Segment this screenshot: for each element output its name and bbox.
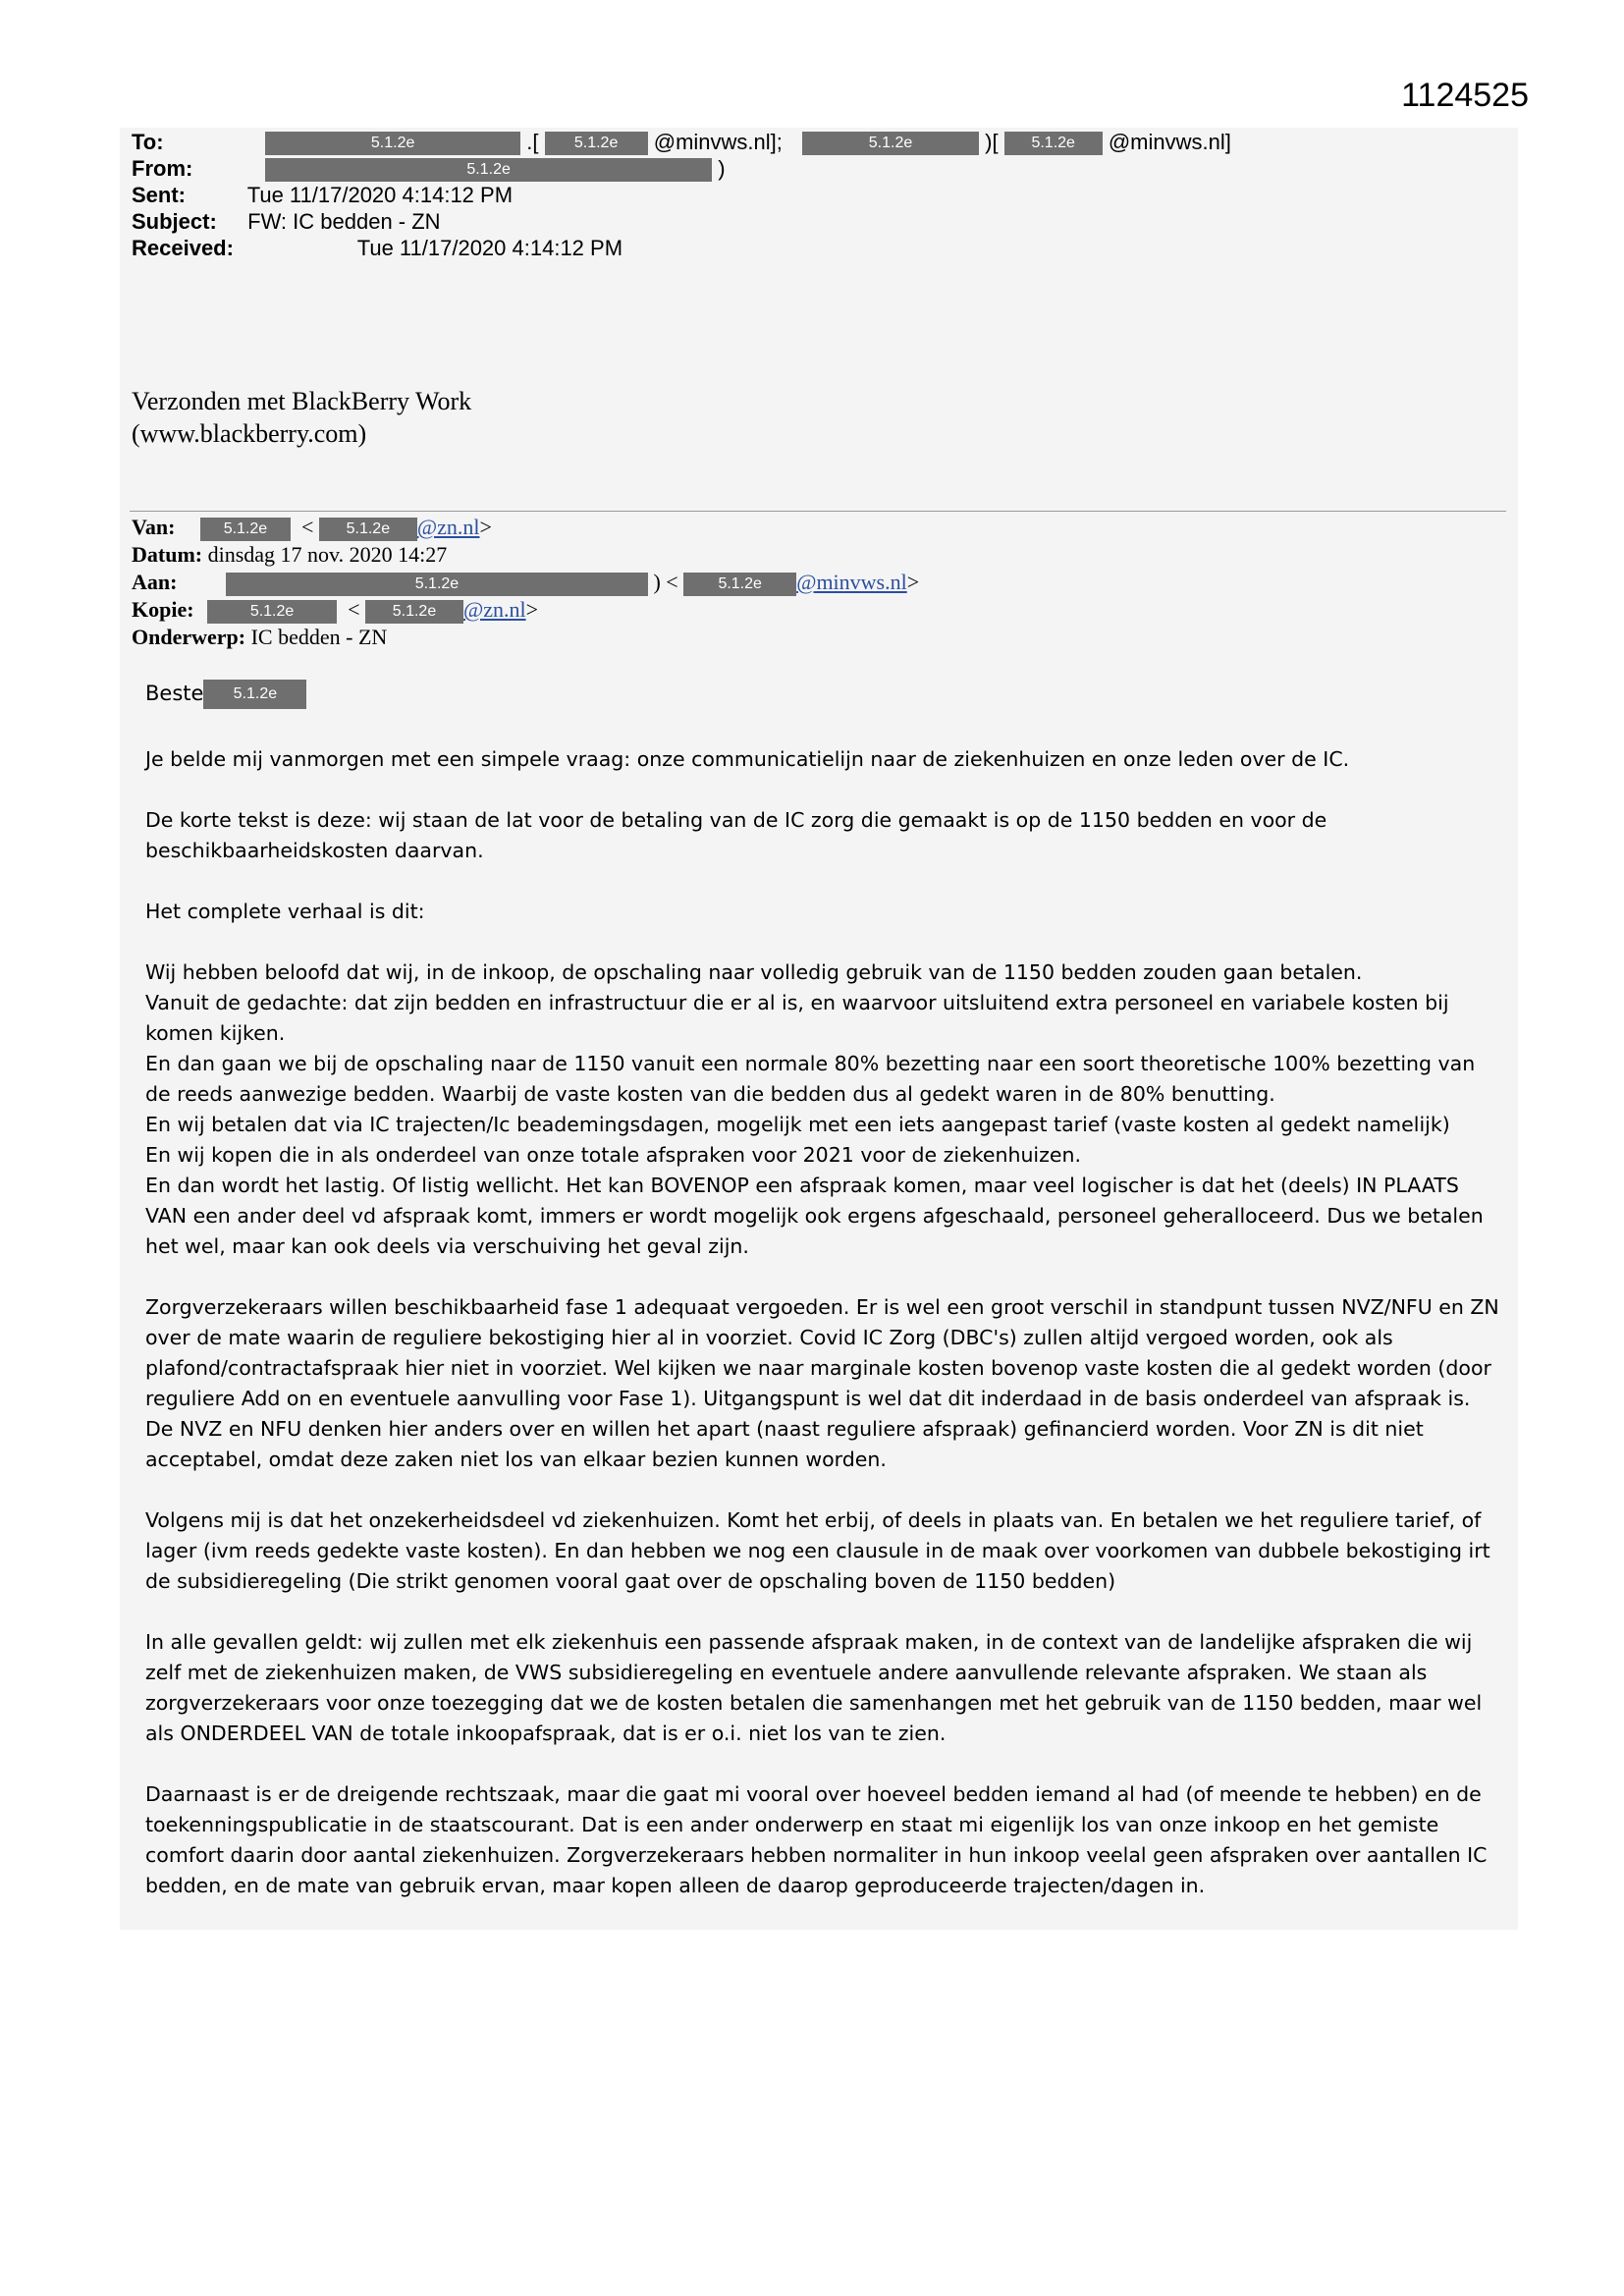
to-label: To: xyxy=(132,130,164,154)
body-paragraph: Wij hebben beloofd dat wij, in de inkoop, de opschaling naar volledig gebruik van de 1150 bedden zouden gaan betalen. Vanuit de gedachte: dat zijn bedden en infrastructuur die er al is, en waarvoor uitsluitend extra personeel en variabele kosten bij komen kijken. En dan gaan we bij de opschaling naar de 1150 vanuit een normale 80% bezetting naar een soort theoretische 100% bezetting van de reeds aanwezige bedden. Waarbij de vaste kosten van die bedden dus al gedekt waren in de 80% benutting. En wij betalen dat via IC trajecten/Ic beademingsdagen, mogelijk met een iets aangepast tarief (vaste kosten al gedekt namelijk) En wij kopen die in als onderdeel van onze totale afspraken voor 2021 voor de ziekenhuizen. En dan wordt het lastig. Of listig wellicht. Het kan BOVENOP een afspraak komen, maar veel logischer is dat het (deels) IN PLAATS VAN een ander deel vd afspraak komt, immers er wordt mogelijk ook ergens afgeschaald, personeel geheralloceerd. Dus we betalen het wel, maar kan ook deels via verschuiving het geval zijn. xyxy=(145,960,1484,1258)
to-separator: .[ xyxy=(526,130,539,154)
aan-label: Aan: xyxy=(132,570,178,594)
sent-value: Tue 11/17/2020 4:14:12 PM xyxy=(246,183,514,207)
redaction-box: 5.1.2e xyxy=(319,518,417,541)
onderwerp-label: Onderwerp: xyxy=(132,625,246,649)
aan-email-link[interactable]: @minvws.nl xyxy=(796,570,907,594)
from-label: From: xyxy=(132,156,193,181)
from-close: ) xyxy=(718,156,726,181)
email-body xyxy=(145,744,1500,1932)
onderwerp-value: IC bedden - ZN xyxy=(250,625,388,649)
van-label: Van: xyxy=(132,515,176,539)
aan-row: Aan: 5.1.2e ) < 5.1.2e @minvws.nl> xyxy=(132,570,920,594)
to-separator-2: )[ xyxy=(985,130,999,154)
header-from-row xyxy=(132,156,726,182)
redaction-box: 5.1.2e xyxy=(545,132,648,155)
redaction-box: 5.1.2e xyxy=(200,518,291,541)
received-label: Received: xyxy=(132,236,234,260)
body-paragraph: De korte tekst is deze: wij staan de lat voor de betaling van de IC zorg die gemaakt is op de 1150 bedden en voor de beschikbaarheidskosten daarvan. xyxy=(145,808,1327,862)
kopie-label: Kopie: xyxy=(132,597,194,622)
signature-line-1: Verzonden met BlackBerry Work xyxy=(132,387,472,415)
kopie-email-link[interactable]: @zn.nl xyxy=(462,597,526,622)
redaction-box: 5.1.2e xyxy=(365,600,463,624)
redaction-box: 5.1.2e xyxy=(683,573,796,596)
datum-value: dinsdag 17 nov. 2020 14:27 xyxy=(207,542,448,567)
greeting-line xyxy=(145,680,306,709)
header-subject-row xyxy=(132,209,441,235)
header-received-row xyxy=(132,236,623,261)
redaction-box: 5.1.2e xyxy=(1004,132,1103,155)
datum-label: Datum: xyxy=(132,542,203,567)
signature-line-2: (www.blackberry.com) xyxy=(132,419,367,448)
body-paragraph: Volgens mij is dat het onzekerheidsdeel vd ziekenhuizen. Komt het erbij, of deels in plaats van. En betalen we het reguliere tarief, of lager (ivm reeds gedekte vaste kosten). En dan hebben we nog een clausule in de maak over voorkomen van dubbele bekostiging irt de subsidieregeling (Die strikt genomen vooral gaat over de opschaling boven de 1150 bedden) xyxy=(145,1508,1490,1593)
to-domain-1: @minvws.nl]; xyxy=(653,130,783,154)
to-domain-2: @minvws.nl] xyxy=(1108,130,1231,154)
datum-row xyxy=(132,541,447,568)
header-to-row xyxy=(132,130,1231,155)
redaction-box: 5.1.2e xyxy=(802,132,979,155)
document-number: 1124525 xyxy=(1401,77,1529,114)
separator-line xyxy=(130,511,1506,512)
van-email-link[interactable]: @zn.nl xyxy=(416,515,480,539)
header-sent-row xyxy=(132,183,513,208)
redaction-box: 5.1.2e xyxy=(226,573,648,596)
received-value: Tue 11/17/2020 4:14:12 PM xyxy=(356,236,623,260)
kopie-row: Kopie: 5.1.2e < 5.1.2e @zn.nl> xyxy=(132,597,539,622)
body-paragraph: In alle gevallen geldt: wij zullen met elk ziekenhuis een passende afspraak maken, in de context van de landelijke afspraken die wij zelf met de ziekenhuizen maken, de VWS subsidieregeling en eventuele andere aanvullende relevante afspraken. We staan als zorgverzekeraars voor onze toezegging dat we de kosten betalen die samenhangen met het gebruik van de 1150 bedden, maar wel als ONDERDEEL VAN de totale inkoopafspraak, dat is er o.i. niet los van te zien. xyxy=(145,1630,1483,1745)
onderwerp-row xyxy=(132,624,387,650)
body-paragraph: Je belde mij vanmorgen met een simpele vraag: onze communicatielijn naar de ziekenhuizen en onze leden over de IC. xyxy=(145,747,1350,771)
redaction-box: 5.1.2e xyxy=(265,132,520,155)
body-paragraph: Daarnaast is er de dreigende rechtszaak, maar die gaat mi vooral over hoeveel bedden iemand al had (of meende te hebben) en de toekenningspublicatie in de staatscourant. Dat is een ander onderwerp en staat mi eigenlijk los van onze inkoop en het gemiste comfort daarin door aantal ziekenhuizen. Zorgverzekeraars hebben normaliter in hun inkoop veelal geen afspraken over aantallen IC bedden, en de mate van gebruik ervan, maar kopen alleen de daarop geproduceerde trajecten/dagen in. xyxy=(145,1782,1488,1897)
subject-label: Subject: xyxy=(132,209,217,234)
sent-label: Sent: xyxy=(132,183,186,207)
redaction-box: 5.1.2e xyxy=(207,600,337,624)
body-paragraph: Zorgverzekeraars willen beschikbaarheid fase 1 adequaat vergoeden. Er is wel een groot verschil in standpunt tussen NVZ/NFU en ZN over de mate waarin de reguliere bekostiging hier al in voorziet. Covid IC Zorg (DBC's) zullen altijd vergoed worden, ook als plafond/contractafspraak hier niet in voorziet. Wel kijken we naar marginale kosten bovenop vaste kosten die al gedekt worden (door reguliere Add on en eventuele aanvulling voor Fase 1). Uitgangspunt is wel dat dit inderdaad in de basis onderdeel van afspraak is. De NVZ en NFU denken hier anders over en willen het apart (naast reguliere afspraak) gefinancierd worden. Voor ZN is dit niet acceptabel, omdat deze zaken niet los van elkaar bezien kunnen worden. xyxy=(145,1295,1499,1471)
redaction-box: 5.1.2e xyxy=(265,158,712,182)
subject-value: FW: IC bedden - ZN xyxy=(247,209,441,234)
body-paragraph: Het complete verhaal is dit: xyxy=(145,900,425,923)
van-row: Van: 5.1.2e < 5.1.2e @zn.nl> xyxy=(132,515,492,539)
greeting-text: Beste xyxy=(145,682,204,705)
redaction-box: 5.1.2e xyxy=(203,680,306,709)
